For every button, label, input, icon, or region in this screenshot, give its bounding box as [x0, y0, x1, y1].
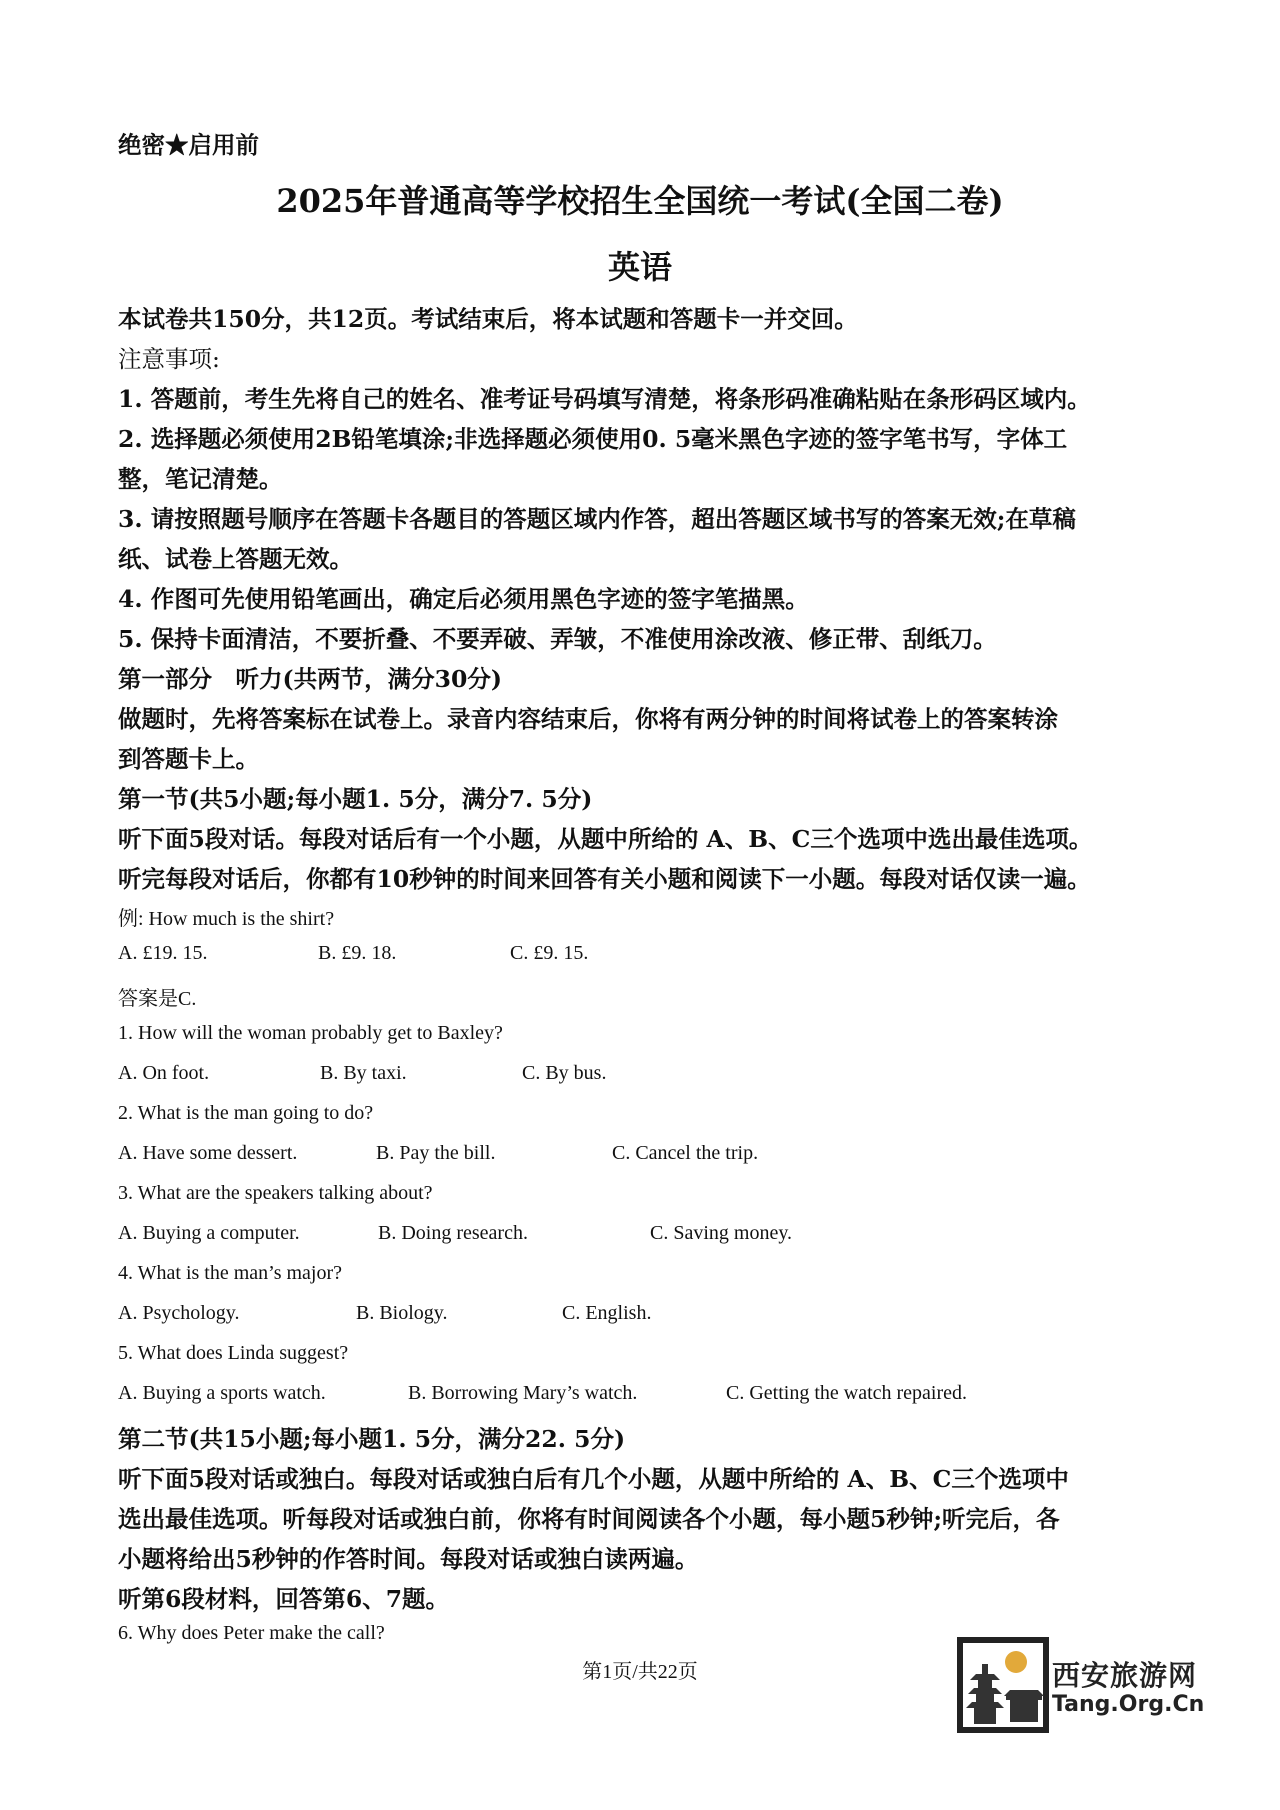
- question-1-option-c: C. By bus.: [522, 1062, 607, 1084]
- question-3-option-b: B. Doing research.: [378, 1222, 528, 1244]
- note-5: 5. 保持卡面清洁，不要折叠、不要弄破、弄皱，不准使用涂改液、修正带、刮纸刀。: [118, 625, 997, 653]
- example-option-c: C. £9. 15.: [510, 942, 589, 964]
- note-3-line-b: 纸、试卷上答题无效。: [118, 545, 353, 573]
- example-question: 例: How much is the shirt?: [118, 908, 335, 930]
- question-5-option-a: A. Buying a sports watch.: [118, 1382, 326, 1404]
- part1-title: 第一部分 听力(共两节，满分30分): [118, 665, 502, 693]
- note-2-line-b: 整，笔记清楚。: [118, 465, 283, 493]
- question-4: 4. What is the man’s major?: [118, 1262, 343, 1284]
- section1-instruction-b: 听完每段对话后，你都有10秒钟的时间来回答有关小题和阅读下一小题。每段对话仅读一遍。: [118, 865, 1091, 893]
- question-3-option-a: A. Buying a computer.: [118, 1222, 300, 1244]
- question-5-option-c: C. Getting the watch repaired.: [726, 1382, 968, 1404]
- section2-instruction-a: 听下面5段对话或独白。每段对话或独白后有几个小题，从题中所给的 A、B、C三个选项中: [118, 1465, 1069, 1493]
- note-3-line-a: 3. 请按照题号顺序在答题卡各题目的答题区域内作答，超出答题区域书写的答案无效;在草稿: [118, 505, 1076, 533]
- note-2-line-a: 2. 选择题必须使用2B铅笔填涂;非选择题必须使用0. 5毫米黑色字迹的签字笔书写，字体工: [118, 425, 1068, 453]
- question-5: 5. What does Linda suggest?: [118, 1342, 349, 1364]
- question-3-option-c: C. Saving money.: [650, 1222, 793, 1244]
- watermark-site-name: 西安旅游网: [1052, 1659, 1198, 1692]
- section1-title: 第一节(共5小题;每小题1. 5分，满分7. 5分): [118, 785, 593, 813]
- question-6: 6. Why does Peter make the call?: [118, 1622, 385, 1644]
- question-4-option-b: B. Biology.: [356, 1302, 448, 1324]
- part1-instruction-b: 到答题卡上。: [118, 745, 259, 773]
- question-1-option-b: B. By taxi.: [320, 1062, 407, 1084]
- section2-instruction-c: 小题将给出5秒钟的作答时间。每段对话或独白读两遍。: [118, 1545, 699, 1573]
- part1-instruction-a: 做题时，先将答案标在试卷上。录音内容结束后，你将有两分钟的时间将试卷上的答案转涂: [118, 705, 1058, 733]
- question-4-option-c: C. English.: [562, 1302, 652, 1324]
- section1-instruction-a: 听下面5段对话。每段对话后有一个小题，从题中所给的 A、B、C三个选项中选出最佳选项。: [118, 825, 1093, 853]
- note-4: 4. 作图可先使用铅笔画出，确定后必须用黑色字迹的签字笔描黑。: [118, 585, 809, 613]
- page-number: 第1页/共22页: [582, 1661, 698, 1683]
- question-2-option-c: C. Cancel the trip.: [612, 1142, 759, 1164]
- note-1: 1. 答题前，考生先将自己的姓名、准考证号码填写清楚，将条形码准确粘贴在条形码区域内。: [118, 385, 1091, 413]
- exam-summary: 本试卷共150分，共12页。考试结束后，将本试题和答题卡一并交回。: [118, 305, 858, 333]
- watermark-logo: [956, 1634, 1256, 1734]
- question-3: 3. What are the speakers talking about?: [118, 1182, 433, 1204]
- question-2-option-b: B. Pay the bill.: [376, 1142, 496, 1164]
- question-2: 2. What is the man going to do?: [118, 1102, 374, 1124]
- example-answer: 答案是C.: [118, 988, 197, 1010]
- watermark-site-url: Tang.Org.Cn: [1052, 1692, 1205, 1717]
- question-2-option-a: A. Have some dessert.: [118, 1142, 298, 1164]
- subject-title: 英语: [607, 248, 672, 286]
- section2-title: 第二节(共15小题;每小题1. 5分，满分22. 5分): [118, 1425, 626, 1453]
- material-6-heading: 听第6段材料，回答第6、7题。: [118, 1585, 450, 1613]
- question-1-option-a: A. On foot.: [118, 1062, 210, 1084]
- notes-title: 注意事项:: [118, 345, 220, 373]
- question-1: 1. How will the woman probably get to Baxley?: [118, 1022, 503, 1044]
- pagoda-icon: [956, 1634, 1056, 1734]
- exam-title: 2025年普通高等学校招生全国统一考试(全国二卷): [276, 182, 1004, 220]
- confidential-mark: 绝密★启用前: [118, 131, 259, 159]
- question-4-option-a: A. Psychology.: [118, 1302, 240, 1324]
- example-option-a: A. £19. 15.: [118, 942, 208, 964]
- example-option-b: B. £9. 18.: [318, 942, 397, 964]
- section2-instruction-b: 选出最佳选项。听每段对话或独白前，你将有时间阅读各个小题，每小题5秒钟;听完后，各: [118, 1505, 1060, 1533]
- question-5-option-b: B. Borrowing Mary’s watch.: [408, 1382, 638, 1404]
